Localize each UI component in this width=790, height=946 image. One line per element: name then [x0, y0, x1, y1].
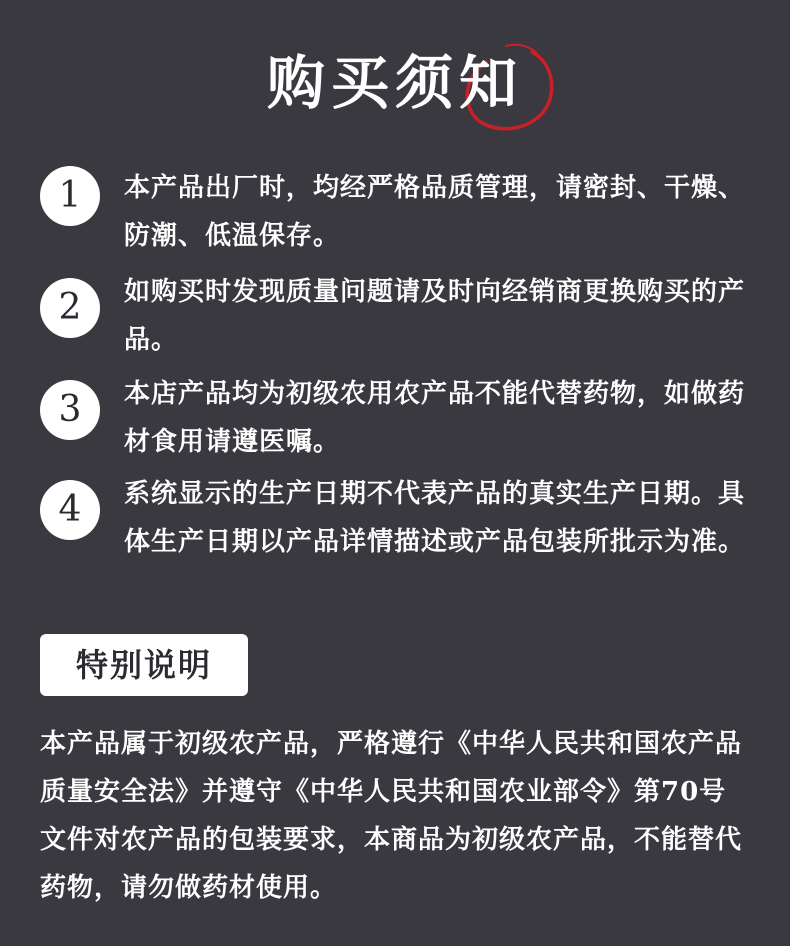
notice-text: 系统显示的生产日期不代表产品的真实生产日期。具体生产日期以产品详情描述或产品包装所批示为准。 [124, 479, 746, 557]
title-section [0, 40, 790, 140]
special-notice-label: 特别说明 [75, 646, 212, 684]
page-title: 购买须知 [266, 49, 523, 117]
number-badge: 2 [40, 278, 100, 338]
number-badge: 3 [40, 380, 100, 440]
special-notice-text: 本产品属于初级农产品，严格遵行《中华人民共和国农产品质量安全法》并遵守《中华人民共和国农业部令》第70号文件对农产品的包装要求，本商品为初级农产品，不能替代药物，请勿做药材使用。 [40, 729, 743, 903]
special-notice-badge [40, 634, 248, 696]
notice-text: 本店产品均为初级农用农产品不能代替药物，如做药材食用请遵医嘱。 [124, 379, 746, 457]
number-badge: 1 [40, 166, 100, 226]
notice-text: 如购买时发现质量问题请及时向经销商更换购买的产品。 [124, 277, 746, 355]
notice-text: 本产品出厂时，均经严格品质管理，请密封、干燥、防潮、低温保存。 [124, 173, 746, 251]
number-badge: 4 [40, 480, 100, 540]
